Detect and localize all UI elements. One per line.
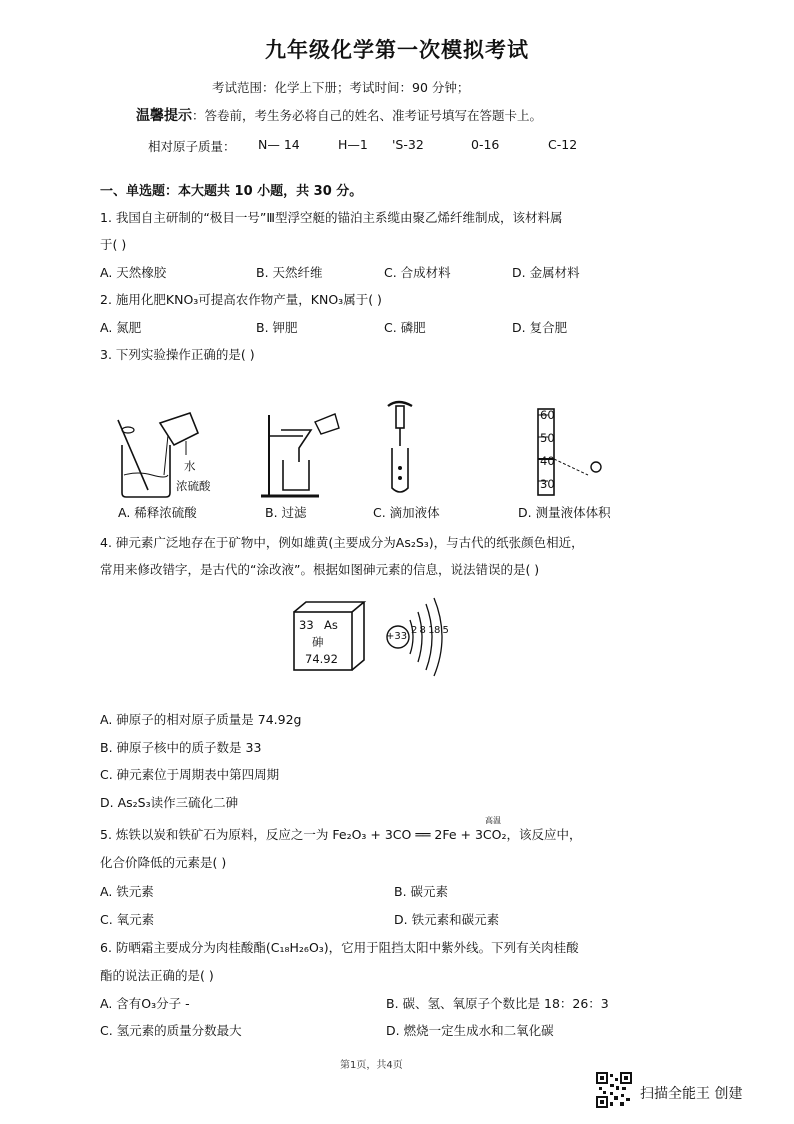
q2-option-b: B. 钾肥 [256, 320, 298, 335]
q6-stem-line1: 6. 防晒霜主要成分为肉桂酸酯(C₁₈H₂₆O₃)，它用于阻挡太阳中紫外线。下列有关肉桂酸 [100, 940, 579, 955]
qr-code-icon [596, 1072, 632, 1108]
q4-stem-line2: 常用来修改错字，是古代的“涂改液”。根据如图砷元素的信息，说法错误的是( ) [100, 562, 540, 577]
figure-dropper [380, 398, 430, 498]
q6-option-d: D. 燃烧一定生成水和二氧化碳 [386, 1023, 554, 1038]
tick-60: 60 [540, 408, 555, 422]
tip-text: ：答卷前，考生务必将自己的姓名、准考证号填写在答题卡上。 [192, 108, 543, 123]
atomic-mass-label: 相对原子质量： [148, 139, 236, 154]
tick-30: 30 [540, 477, 555, 491]
q3-option-c: C. 滴加液体 [373, 505, 440, 520]
figure-dilute-acid [108, 405, 238, 500]
q3-option-b: B. 过滤 [265, 505, 307, 520]
page-number: 第1页，共4页 [340, 1060, 403, 1071]
q3-option-d: D. 测量液体体积 [518, 505, 611, 520]
q4-option-c: C. 砷元素位于周期表中第四周期 [100, 767, 280, 782]
figure-filtration [255, 410, 340, 500]
q6-stem-line2: 酯的说法正确的是( ) [100, 968, 214, 983]
element-symbol: As [324, 618, 338, 632]
q1-stem-line2: 于( ) [100, 237, 127, 252]
page-title: 九年级化学第一次模拟考试 [265, 38, 529, 62]
element-atomic-number: 33 [299, 618, 314, 632]
q2-option-a: A. 氮肥 [100, 320, 142, 335]
q1-option-a: A. 天然橡胶 [100, 265, 167, 280]
q3-stem: 3. 下列实验操作正确的是( ) [100, 347, 255, 362]
q5-option-b: B. 碳元素 [394, 884, 449, 899]
q2-option-c: C. 磷肥 [384, 320, 426, 335]
q5-reaction-condition: 高温 [485, 816, 501, 825]
q5-option-c: C. 氧元素 [100, 912, 155, 927]
q1-stem-line1: 1. 我国自主研制的“极目一号”Ⅲ型浮空艇的锚泊主系缆由聚乙烯纤维制成，该材料属 [100, 210, 563, 225]
element-mass: 74.92 [305, 652, 338, 666]
q1-option-c: C. 合成材料 [384, 265, 451, 280]
section-heading: 一、单选题：本大题共 10 小题，共 30 分。 [100, 184, 363, 199]
scanner-watermark: 扫描全能王 创建 [640, 1086, 743, 1102]
tip-label: 温馨提示 [136, 108, 192, 124]
q6-option-c: C. 氢元素的质量分数最大 [100, 1023, 242, 1038]
atom-electron-shells: 2 8 18 5 [411, 625, 449, 636]
element-name: 砷 [312, 635, 324, 649]
tick-40: 40 [540, 454, 555, 468]
q1-option-b: B. 天然纤维 [256, 265, 323, 280]
exam-info: 考试范围：化学上下册；考试时间：90 分钟； [212, 80, 470, 95]
acid-label: 浓硫酸 [176, 479, 211, 493]
atom-nucleus-charge: +33 [386, 631, 408, 642]
q5-option-a: A. 铁元素 [100, 884, 154, 899]
q4-option-a: A. 砷原子的相对原子质量是 74.92g [100, 712, 302, 727]
atomic-mass-c: C-12 [548, 137, 578, 152]
q1-option-d: D. 金属材料 [512, 265, 580, 280]
q6-option-b: B. 碳、氢、氧原子个数比是 18：26：3 [386, 996, 609, 1011]
tick-50: 50 [540, 431, 555, 445]
q2-option-d: D. 复合肥 [512, 320, 568, 335]
q5-option-d: D. 铁元素和碳元素 [394, 912, 500, 927]
q3-option-a: A. 稀释浓硫酸 [118, 505, 197, 520]
atomic-mass-n: N— 14 [258, 137, 300, 152]
q6-option-a: A. 含有O₃分子 - [100, 996, 190, 1011]
q4-option-b: B. 砷原子核中的质子数是 33 [100, 740, 262, 755]
q2-stem: 2. 施用化肥KNO₃可提高农作物产量，KNO₃属于( ) [100, 292, 382, 307]
water-label: 水 [184, 459, 196, 473]
q4-option-d: D. As₂S₃读作三硫化二砷 [100, 795, 239, 810]
q4-stem-line1: 4. 砷元素广泛地存在于矿物中，例如雄黄(主要成分为As₂S₃)，与古代的纸张颜色相近， [100, 535, 584, 550]
atomic-mass-h: H—1 [338, 137, 368, 152]
q5-stem-line1: 5. 炼铁以炭和铁矿石为原料，反应之一为 Fe₂O₃ + 3CO ══ 2Fe + 3CO₂，该反应中， [100, 827, 582, 842]
atomic-mass-o: 0-16 [471, 137, 500, 152]
atomic-mass-s: 'S-32 [392, 137, 424, 152]
q5-stem-line2: 化合价降低的元素是( ) [100, 855, 227, 870]
tip-line [136, 105, 542, 125]
